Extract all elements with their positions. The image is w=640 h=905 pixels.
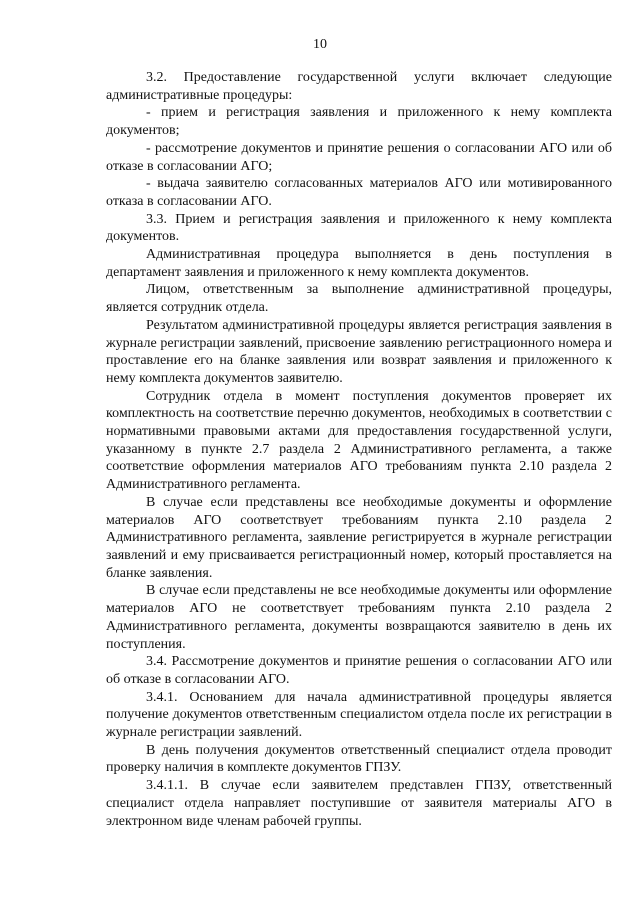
paragraph: Сотрудник отдела в момент поступления документов проверяет их комплектность на соответствие перечню документов, необходимых в соответствии с нормативными правовыми актами для предоставления государственной услуги, указанному в пункте 2.7 раздела 2 Административного регламента, а также соответствие оформления материалов АГО требованиям пункта 2.10 раздела 2 Административного регламента. xyxy=(106,388,612,493)
paragraph: Результатом административной процедуры является регистрация заявления в журнале регистрации заявлений, присвоение заявлению регистрационного номера и проставление его на бланке заявления или возврат заявления и приложенного к нему комплекта документов заявителю. xyxy=(106,317,612,386)
paragraph: 3.4. Рассмотрение документов и принятие решения о согласовании АГО или об отказе в согласовании АГО. xyxy=(106,654,612,687)
paragraph: 3.4.1. Основанием для начала административной процедуры является получение документов ответственным специалистом отдела после их регистрации в журнале регистрации заявлений. xyxy=(106,689,612,741)
document-body xyxy=(106,69,612,830)
page-number: 10 xyxy=(313,37,327,52)
paragraph: - выдача заявителю согласованных материалов АГО или мотивированного отказа в согласовании АГО. xyxy=(106,176,612,209)
paragraph: - прием и регистрация заявления и приложенного к нему комплекта документов; xyxy=(106,105,612,139)
paragraph: В случае если представлены все необходимые документы и оформление материалов АГО соответствует требованиям пункта 2.10 раздела 2 Административного регламента, заявление регистрируется в журнале регистрации заявлений и ему присваивается регистрационный номер, который проставляется на бланке заявления. xyxy=(106,494,612,581)
paragraph: 3.4.1.1. В случае если заявителем представлен ГПЗУ, ответственный специалист отдела направляет поступившие от заявителя материалы АГО в электронном виде членам рабочей группы. xyxy=(106,778,612,829)
paragraph: Лицом, ответственным за выполнение административной процедуры, является сотрудник отдела. xyxy=(106,282,612,316)
paragraph: 3.3. Прием и регистрация заявления и приложенного к нему комплекта документов. xyxy=(106,211,612,245)
paragraph: - рассмотрение документов и принятие решения о согласовании АГО или об отказе в согласовании АГО; xyxy=(106,140,612,174)
paragraph: В случае если представлены не все необходимые документы или оформление материалов АГО не соответствует требованиям пункта 2.10 раздела 2 Административного регламента, документы возвращаются заявителю в день их поступления. xyxy=(106,583,612,652)
paragraph: В день получения документов ответственный специалист отдела проводит проверку наличия в комплекте документов ГПЗУ. xyxy=(106,742,612,776)
paragraph: Административная процедура выполняется в день поступления в департамент заявления и приложенного к нему комплекта документов. xyxy=(106,247,612,280)
paragraph: 3.2. Предоставление государственной услуги включает следующие административные процедуры: xyxy=(106,70,612,103)
